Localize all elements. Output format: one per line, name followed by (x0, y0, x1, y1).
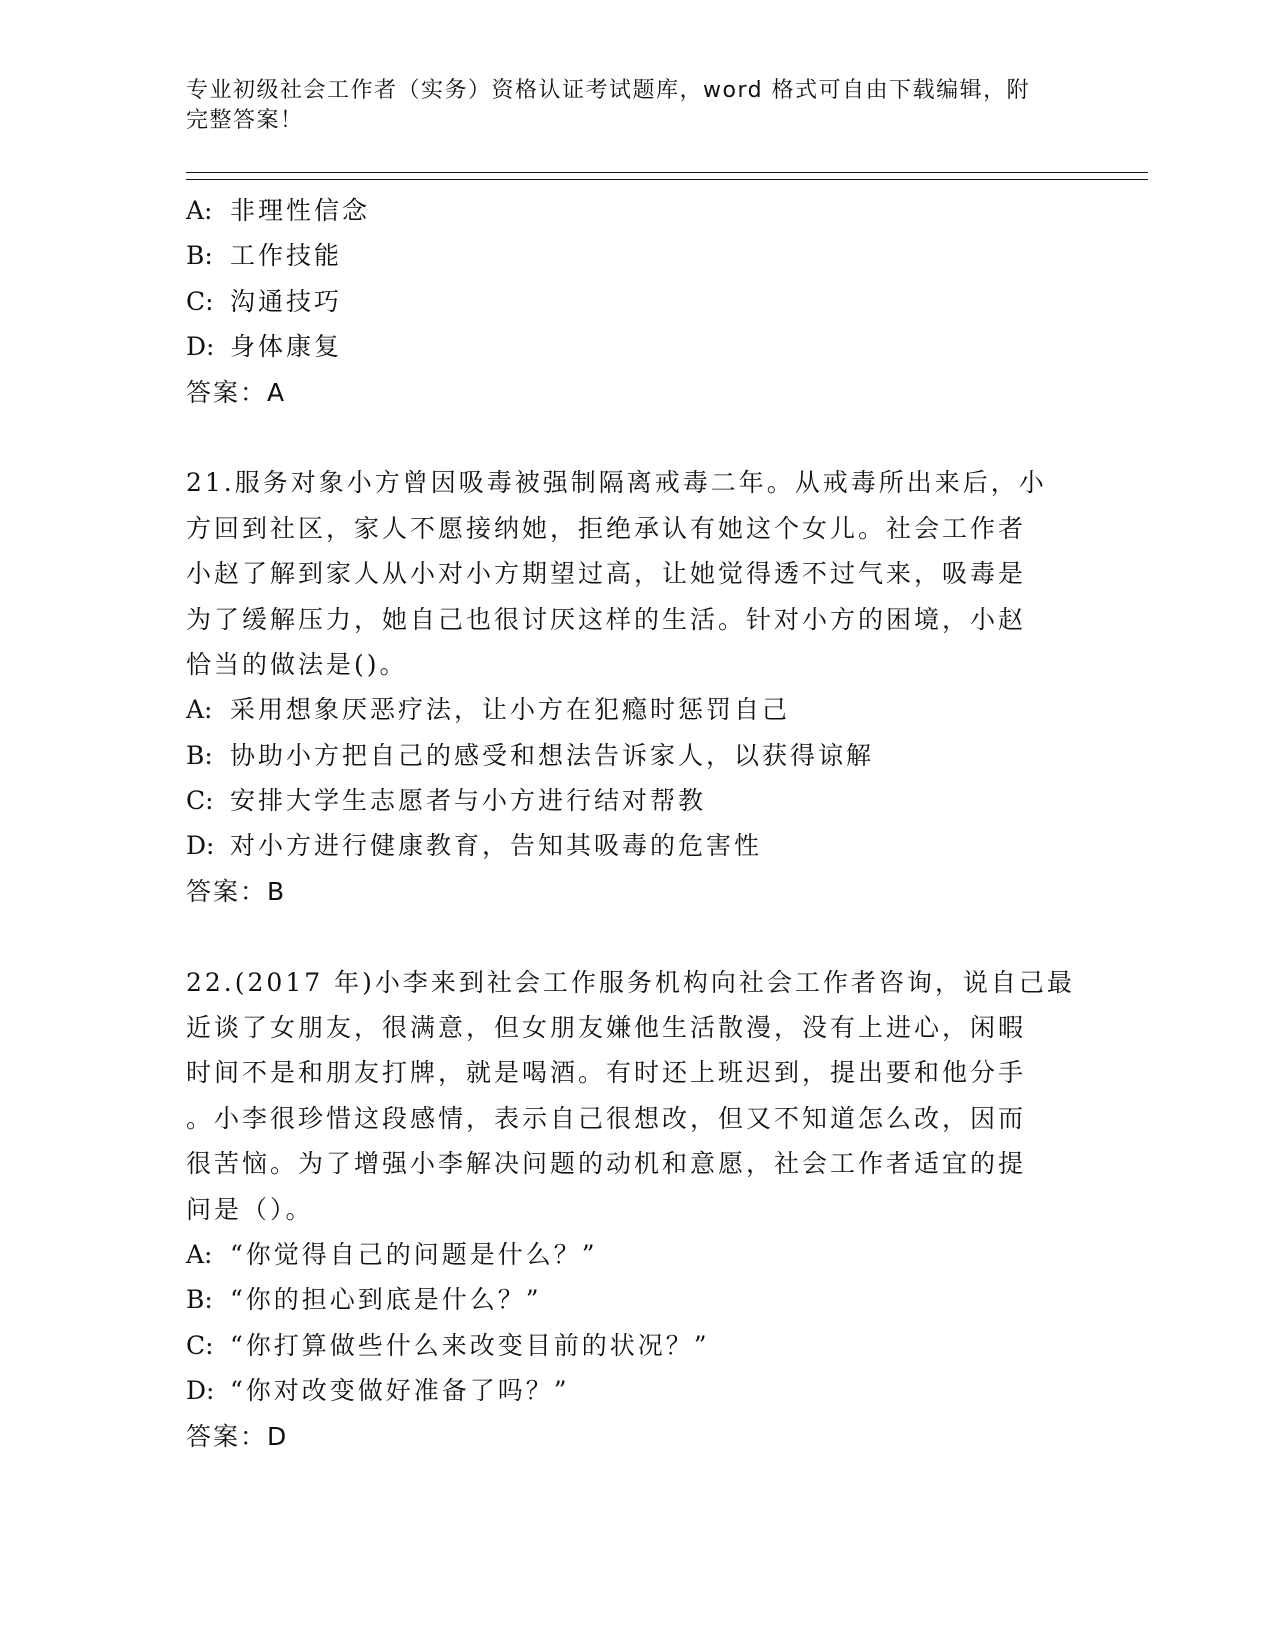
option-text: 采用想象厌恶疗法，让小方在犯瘾时惩罚自己 (230, 695, 791, 725)
question-text-line: 近谈了女朋友，很满意，但女朋友嫌他生活散漫，没有上进心，闲暇 (186, 1013, 1027, 1043)
option-d (186, 823, 1086, 868)
option-b (186, 1277, 1086, 1322)
option-key: A: (186, 1239, 213, 1269)
answer-line: 答案：B (186, 876, 287, 906)
question-text-line: 21.服务对象小方曾因吸毒被强制隔离戒毒二年。从戒毒所出来后，小 (186, 468, 1047, 498)
header-divider-bottom (186, 179, 1148, 180)
option-text: “你觉得自己的问题是什么？” (230, 1239, 598, 1269)
question-text-line: 。小李很珍惜这段感情，表示自己很想改，但又不知道怎么改，因而 (186, 1103, 1027, 1133)
option-key: A: (186, 695, 213, 725)
question-text-line: 为了缓解压力，她自己也很讨厌这样的生活。针对小方的困境，小赵 (186, 604, 1027, 634)
question-content (186, 188, 1086, 1459)
question-text-line: 问是（）。 (186, 1194, 314, 1224)
question-text-line: 方回到社区，家人不愿接纳她，拒绝承认有她这个女儿。社会工作者 (186, 513, 1027, 543)
option-text: 沟通技巧 (230, 286, 343, 316)
option-key: D: (186, 1376, 215, 1406)
option-text: “你对改变做好准备了吗？” (230, 1376, 570, 1406)
question-text-line: 小赵了解到家人从小对小方期望过高，让她觉得透不过气来，吸毒是 (186, 559, 1027, 589)
option-text: “你打算做些什么来改变目前的状况？” (230, 1330, 710, 1360)
option-key: D: (186, 332, 215, 362)
option-text: 安排大学生志愿者与小方进行结对帮教 (230, 786, 707, 816)
option-text: 协助小方把自己的感受和想法告诉家人，以获得谅解 (230, 740, 875, 770)
option-b (186, 733, 1086, 778)
option-d (186, 324, 1086, 369)
option-key: B: (186, 241, 213, 271)
header-line-2: 完整答案！ (186, 108, 304, 133)
option-key: B: (186, 740, 213, 770)
question-text-line: 时间不是和朋友打牌，就是喝酒。有时还上班迟到，提出要和他分手 (186, 1058, 1027, 1088)
header-divider-top (186, 172, 1148, 173)
option-text: 身体康复 (230, 332, 343, 362)
option-b (186, 233, 1086, 278)
option-text: 对小方进行健康教育，告知其吸毒的危害性 (230, 831, 763, 861)
option-d (186, 1368, 1086, 1413)
option-c (186, 279, 1086, 324)
option-key: C: (186, 1330, 214, 1360)
header-line-1: 专业初级社会工作者（实务）资格认证考试题库，word 格式可自由下载编辑，附 (186, 78, 1031, 103)
option-a (186, 1232, 1086, 1277)
document-header (186, 76, 1086, 136)
question-text-line: 22.(2017 年)小李来到社会工作服务机构向社会工作者咨询，说自己最 (186, 967, 1075, 997)
question-21 (186, 460, 1086, 914)
question-text-line: 很苦恼。为了增强小李解决问题的动机和意愿，社会工作者适宜的提 (186, 1149, 1027, 1179)
option-c (186, 778, 1086, 823)
option-key: A: (186, 196, 213, 225)
previous-question-block (186, 188, 1086, 415)
answer-line: 答案：D (186, 1421, 289, 1451)
question-22 (186, 960, 1086, 1459)
option-a (186, 188, 1086, 233)
question-text-line: 恰当的做法是()。 (186, 649, 408, 679)
option-key: C: (186, 286, 214, 316)
option-key: C: (186, 786, 214, 816)
option-a (186, 687, 1086, 732)
option-text: 非理性信念 (230, 196, 371, 225)
option-key: D: (186, 831, 215, 861)
answer-line: 答案：A (186, 377, 287, 407)
option-text: 工作技能 (230, 241, 343, 271)
option-text: “你的担心到底是什么？” (230, 1285, 542, 1315)
option-c (186, 1323, 1086, 1368)
option-key: B: (186, 1285, 213, 1315)
